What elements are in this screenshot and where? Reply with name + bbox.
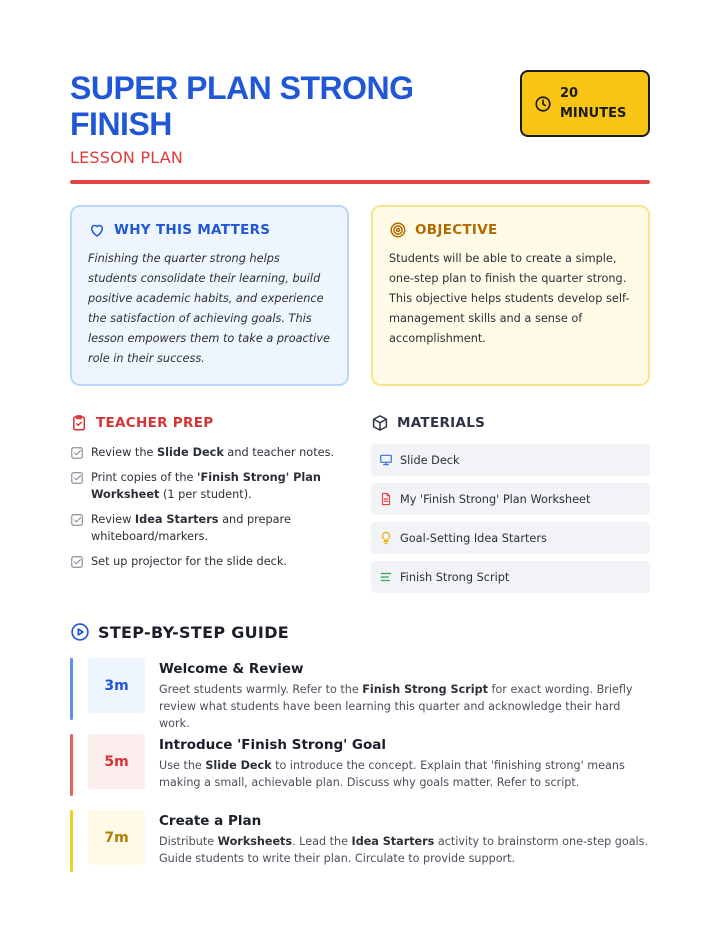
target-icon (389, 221, 407, 239)
step-accent-bar (70, 658, 73, 720)
prep-item (70, 511, 345, 545)
list-icon (379, 570, 393, 584)
teacher-prep-heading-text: TEACHER PREP (96, 415, 214, 431)
page-subtitle: LESSON PLAN (70, 148, 184, 167)
step-content (159, 658, 650, 730)
materials-heading (371, 414, 650, 432)
material-label: Finish Strong Script (400, 570, 510, 584)
page-title: SUPER PLAN STRONG FINISH (70, 70, 414, 142)
prep-item-text: Review the Slide Deck and teacher notes. (91, 446, 335, 459)
step-content (159, 810, 650, 872)
heart-icon (88, 221, 106, 239)
prep-item (70, 444, 345, 461)
material-item-script[interactable] (371, 561, 650, 593)
why-heading (88, 221, 331, 239)
play-circle-icon (70, 622, 90, 642)
materials-heading-text: MATERIALS (397, 415, 486, 431)
objective-body: Students will be able to create a simple, one-step plan to finish the quarter strong. This objective helps students develop self-management skills and a sense of accomplishment. (389, 252, 630, 345)
guide-heading (70, 622, 650, 642)
teacher-prep-section (70, 414, 345, 578)
prep-item-text: Set up projector for the slide deck. (91, 555, 288, 568)
step-time-badge: 7m (88, 810, 145, 865)
clock-icon (534, 95, 552, 113)
material-item-worksheet[interactable] (371, 483, 650, 515)
objective-heading-text: OBJECTIVE (415, 222, 498, 238)
box-icon (371, 414, 389, 432)
material-item-slide-deck[interactable] (371, 444, 650, 476)
teacher-prep-list (70, 444, 345, 570)
materials-section (371, 414, 650, 600)
material-label: My 'Finish Strong' Plan Worksheet (400, 492, 591, 506)
step-accent-bar (70, 810, 73, 872)
step-create-plan (70, 810, 650, 872)
duration-badge (520, 70, 650, 137)
document-icon (379, 492, 393, 506)
lightbulb-icon (379, 531, 393, 545)
step-content (159, 734, 650, 796)
step-title: Welcome & Review (159, 661, 304, 677)
presentation-icon (379, 453, 393, 467)
why-this-matters-card (70, 205, 349, 386)
why-heading-text: WHY THIS MATTERS (114, 222, 271, 238)
prep-item-text: Print copies of the 'Finish Strong' Plan Worksheet (1 per student). (91, 471, 321, 501)
step-title: Create a Plan (159, 813, 262, 829)
guide-heading-text: STEP-BY-STEP GUIDE (98, 622, 290, 642)
material-label: Goal-Setting Idea Starters (400, 531, 547, 545)
step-by-step-guide (70, 622, 650, 886)
header (70, 70, 650, 182)
checkbox-check-icon (70, 446, 84, 460)
step-description: Greet students warmly. Refer to the Finish Strong Script for exact wording. Briefly review what students have been learning this quarter and acknowledge their hard work. (159, 683, 633, 730)
step-accent-bar (70, 734, 73, 796)
step-welcome-review (70, 658, 650, 730)
material-item-idea-starters[interactable] (371, 522, 650, 554)
objective-card (371, 205, 650, 386)
duration-text: 20 MINUTES (560, 85, 627, 121)
prep-item (70, 469, 345, 503)
prep-item-text: Review Idea Starters and prepare whiteboard/markers. (91, 513, 291, 543)
header-divider (70, 180, 650, 184)
step-time-badge: 3m (88, 658, 145, 713)
checkbox-check-icon (70, 513, 84, 527)
step-introduce-goal (70, 734, 650, 796)
step-time-badge: 5m (88, 734, 145, 789)
checkbox-check-icon (70, 555, 84, 569)
clipboard-check-icon (70, 414, 88, 432)
step-description: Distribute Worksheets. Lead the Idea Starters activity to brainstorm one-step goals. Guide students to write their plan. Circulate to provide support. (159, 835, 649, 865)
checkbox-check-icon (70, 471, 84, 485)
step-description: Use the Slide Deck to introduce the concept. Explain that 'finishing strong' means making a small, achievable plan. Discuss why goals matter. Refer to script. (159, 759, 625, 789)
prep-item (70, 553, 345, 570)
objective-heading (389, 221, 632, 239)
material-label: Slide Deck (400, 453, 460, 467)
step-title: Introduce 'Finish Strong' Goal (159, 737, 387, 753)
teacher-prep-heading (70, 414, 345, 432)
why-body: Finishing the quarter strong helps students consolidate their learning, build positive academic habits, and experience the satisfaction of achieving goals. This lesson empowers them to take a proactive role in their success. (88, 252, 330, 365)
